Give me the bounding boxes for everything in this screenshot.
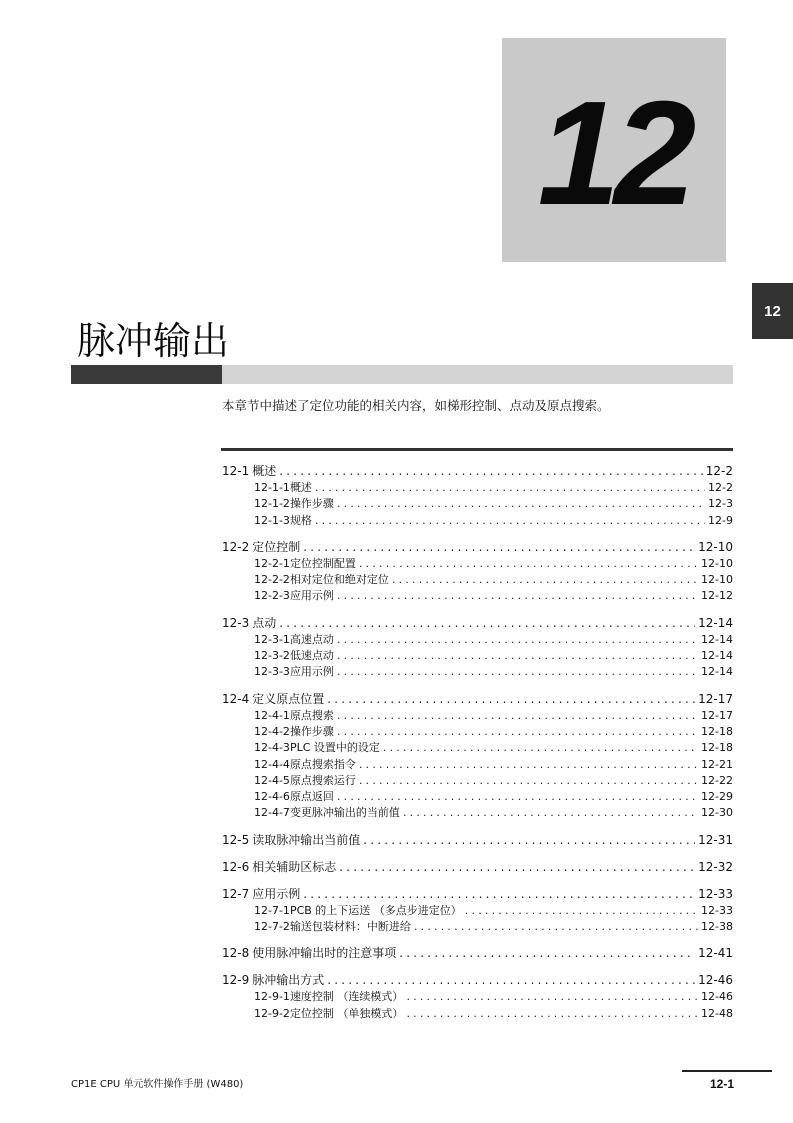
toc-entry-number: 12-3-2 [254,649,290,663]
toc-entry-title: 操作步骤 [289,497,334,511]
chapter-number-box [502,38,726,262]
footer-page-number: 12-1 [709,1077,734,1091]
toc-entry-title: 读取脉冲输出当前值 [252,832,361,847]
toc-leader-dots [327,971,695,989]
toc-entry-page: 12-10 [701,573,733,587]
toc-entry-page: 12-3 [708,497,733,511]
toc-entry-number: 12-1-1 [254,481,290,494]
toc-entry-number: 12-7-2 [254,920,290,934]
toc-entry-title: 定位控制 （单独模式） [289,1006,404,1020]
toc-spacer [222,849,733,858]
toc-entry-page: 12-14 [701,649,733,663]
toc-spacer [222,876,733,885]
toc-entry-title: 概述 [252,464,277,478]
toc-entry-page: 12-14 [701,665,733,679]
toc-leader-dots [315,513,705,529]
toc-entry-page: 12-46 [701,990,733,1004]
toc-entry-page: 12-14 [698,615,733,630]
toc-entry-page: 12-48 [701,1006,733,1020]
toc-entry-number: 12-8 [222,946,250,961]
toc-leader-dots [337,588,698,604]
toc-leader-dots [337,496,705,512]
table-of-contents [222,462,733,1022]
toc-leader-dots [279,614,695,632]
toc-subsection-entry[interactable] [222,740,733,756]
toc-subsection-entry[interactable] [222,572,733,588]
toc-subsection-entry[interactable] [222,632,733,648]
toc-entry-title: 定位控制配置 [289,556,356,570]
toc-entry-page: 12-33 [698,886,733,901]
toc-entry-title: 脉冲输出方式 [252,973,325,988]
toc-entry-number: 12-7 [222,886,250,901]
chapter-side-tab[interactable]: 12 [752,283,793,339]
toc-entry-page: 12-2 [705,464,733,478]
toc-entry-number: 12-4-7 [254,806,290,820]
toc-leader-dots [337,632,698,648]
toc-entry-number: 12-2 [222,539,250,554]
toc-subsection-entry[interactable] [222,513,733,529]
toc-entry-page: 12-2 [708,481,733,494]
toc-subsection-entry[interactable] [222,789,733,805]
toc-entry-page: 12-46 [698,973,733,988]
toc-entry-number: 12-9-2 [254,1006,290,1020]
toc-leader-dots [406,989,698,1005]
toc-leader-dots [327,690,695,708]
toc-leader-dots [337,789,698,805]
toc-entry-title: 应用示例 [289,589,334,603]
toc-entry-page: 12-21 [701,757,733,771]
toc-entry-title: 概述 [289,481,312,494]
toc-subsection-entry[interactable] [222,773,733,789]
toc-entry-title: 应用示例 [252,886,301,901]
toc-entry-title: PLC 设置中的设定 [289,741,380,755]
toc-entry-number: 12-4-1 [254,708,290,722]
toc-entry-number: 12-3-1 [254,632,290,646]
footer-divider [682,1070,772,1072]
toc-entry-title: 点动 [252,615,277,630]
toc-entry-number: 12-3 [222,615,250,630]
toc-entry-page: 12-38 [701,920,733,934]
toc-leader-dots [303,538,695,556]
chapter-number: 12 [537,71,691,236]
toc-subsection-entry[interactable] [222,989,733,1005]
toc-entry-number: 12-1 [222,464,250,478]
toc-leader-dots [279,462,703,480]
toc-leader-dots [359,773,698,789]
toc-leader-dots [337,664,698,680]
toc-entry-number: 12-2-3 [254,589,290,603]
toc-entry-number: 12-4-6 [254,790,290,804]
toc-entry-page: 12-12 [701,589,733,603]
toc-leader-dots [403,805,698,821]
toc-leader-dots [363,831,695,849]
toc-entry-page: 12-10 [701,556,733,570]
toc-leader-dots [337,648,698,664]
toc-subsection-entry[interactable] [222,556,733,572]
toc-entry-title: 相对定位和绝对定位 [289,573,389,587]
toc-entry-number: 12-5 [222,832,250,847]
toc-entry-title: 相关辅助区标志 [252,859,337,874]
toc-entry-number: 12-4-2 [254,724,290,738]
toc-entry-number: 12-4-3 [254,741,290,755]
toc-entry-page: 12-17 [701,708,733,722]
toc-leader-dots [359,556,698,572]
toc-section-entry[interactable] [222,885,733,903]
toc-leader-dots [339,858,695,876]
toc-leader-dots [315,480,705,496]
toc-leader-dots [465,903,698,919]
toc-entry-title: 定位控制 [252,539,301,554]
toc-section-entry[interactable] [222,971,733,989]
toc-entry-number: 12-1-3 [254,513,290,527]
footer-manual-title: CP1E CPU 单元软件操作手册 (W480) [71,1079,244,1090]
toc-divider [221,448,733,451]
toc-leader-dots [383,740,698,756]
toc-leader-dots [337,724,698,740]
toc-entry-page: 12-18 [701,724,733,738]
toc-entry-number: 12-7-1 [254,903,290,917]
chapter-intro: 本章节中描述了定位功能的相关内容，如梯形控制、点动及原点搜索。 [222,398,610,413]
toc-subsection-entry[interactable] [222,757,733,773]
toc-entry-number: 12-1-2 [254,497,290,511]
toc-section-entry[interactable] [222,858,733,876]
toc-entry-page: 12-32 [698,859,733,874]
toc-leader-dots [414,919,698,935]
toc-subsection-entry[interactable] [222,708,733,724]
toc-entry-title: 原点搜索运行 [289,773,356,787]
toc-entry-title: 定义原点位置 [252,691,325,706]
toc-subsection-entry[interactable] [222,648,733,664]
toc-entry-number: 12-4-4 [254,757,290,771]
toc-entry-page: 12-41 [698,946,733,961]
toc-spacer [222,822,733,831]
toc-entry-title: 使用脉冲输出时的注意事项 [252,946,397,961]
toc-subsection-entry[interactable] [222,480,733,496]
toc-entry-number: 12-3-3 [254,665,290,679]
toc-entry-page: 12-14 [701,632,733,646]
toc-entry-title: 原点搜索 [289,708,334,722]
toc-entry-title: 规格 [289,513,312,527]
toc-section-entry[interactable] [222,831,733,849]
toc-subsection-entry[interactable] [222,903,733,919]
toc-entry-page: 12-29 [701,790,733,804]
toc-entry-title: 应用示例 [289,665,334,679]
toc-entry-title: 输送包装材料：中断进给 [289,920,411,934]
toc-entry-title: 原点搜索指令 [289,757,356,771]
toc-spacer [222,529,733,538]
toc-entry-number: 12-2-1 [254,556,290,570]
toc-section-entry[interactable] [222,538,733,556]
toc-subsection-entry[interactable] [222,664,733,680]
toc-entry-number: 12-2-2 [254,573,290,587]
toc-spacer [222,605,733,614]
toc-entry-number: 12-9-1 [254,990,290,1004]
toc-entry-title: 速度控制 （连续模式） [289,990,404,1004]
toc-subsection-entry[interactable] [222,724,733,740]
toc-entry-number: 12-4 [222,691,250,706]
toc-entry-number: 12-6 [222,859,250,874]
toc-entry-page: 12-33 [701,903,733,917]
toc-entry-title: 操作步骤 [289,724,334,738]
toc-entry-title: 原点返回 [289,790,334,804]
toc-entry-page: 12-22 [701,773,733,787]
toc-entry-title: 变更脉冲输出的当前值 [289,806,400,820]
chapter-title: 脉冲输出 [77,319,230,363]
toc-entry-page: 12-31 [698,832,733,847]
toc-leader-dots [303,885,695,903]
toc-spacer [222,681,733,690]
toc-entry-number: 12-9 [222,973,250,988]
toc-subsection-entry[interactable] [222,1006,733,1022]
toc-leader-dots [337,708,698,724]
toc-entry-title: 高速点动 [289,632,334,646]
toc-leader-dots [399,944,695,962]
toc-entry-page: 12-9 [708,513,733,527]
toc-entry-title: 低速点动 [289,649,334,663]
toc-section-entry[interactable] [222,690,733,708]
toc-leader-dots [359,757,698,773]
toc-subsection-entry[interactable] [222,805,733,821]
toc-section-entry[interactable] [222,462,733,480]
toc-section-entry[interactable] [222,614,733,632]
toc-entry-page: 12-10 [698,539,733,554]
toc-entry-number: 12-4-5 [254,773,290,787]
toc-spacer [222,935,733,944]
toc-entry-page: 12-30 [701,806,733,820]
toc-section-entry[interactable] [222,944,733,962]
toc-entry-title: PCB 的上下运送 （多点步进定位） [289,903,462,917]
toc-entry-page: 12-18 [701,741,733,755]
toc-subsection-entry[interactable] [222,496,733,512]
toc-entry-page: 12-17 [698,691,733,706]
toc-spacer [222,962,733,971]
toc-subsection-entry[interactable] [222,919,733,935]
toc-leader-dots [392,572,698,588]
title-underline-accent [71,365,222,384]
toc-subsection-entry[interactable] [222,588,733,604]
toc-leader-dots [406,1006,698,1022]
